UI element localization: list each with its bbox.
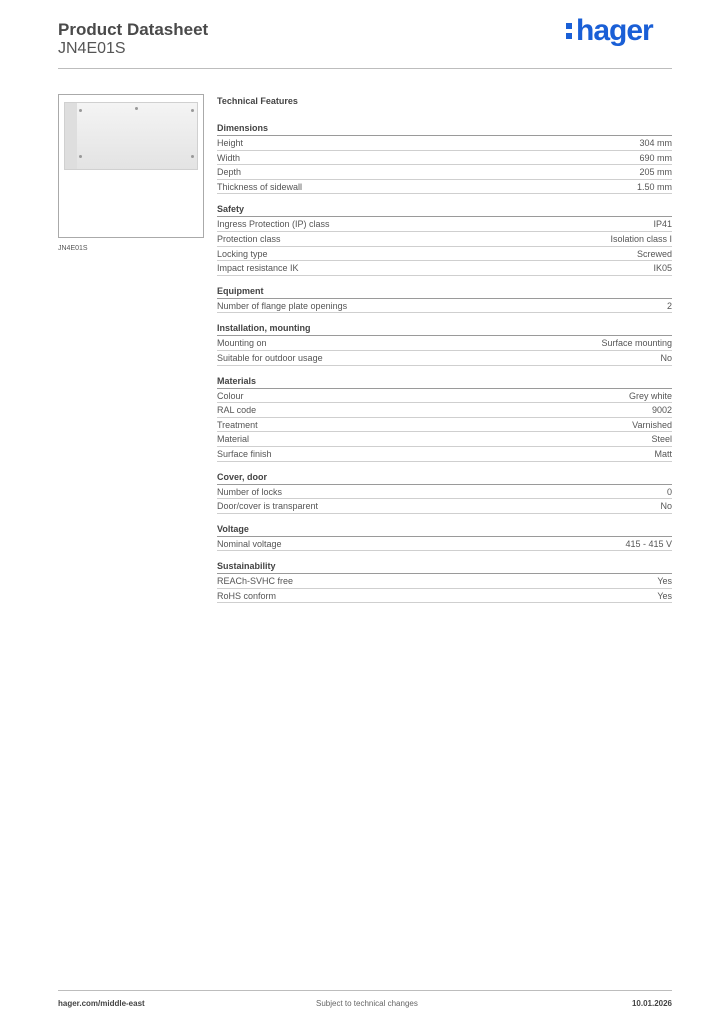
spec-label: RoHS conform xyxy=(217,590,277,601)
spec-row xyxy=(217,180,672,195)
spec-section-title: Cover, door xyxy=(217,472,672,485)
spec-label: RAL code xyxy=(217,405,257,416)
spec-row xyxy=(217,403,672,418)
spec-value: 1.50 mm xyxy=(636,181,672,192)
spec-row xyxy=(217,299,672,314)
spec-label: Nominal voltage xyxy=(217,538,282,549)
spec-label: Colour xyxy=(217,390,244,401)
spec-value: Varnished xyxy=(632,419,672,430)
spec-row xyxy=(217,261,672,276)
spec-value: 0 xyxy=(666,486,672,497)
spec-section xyxy=(217,524,672,552)
spec-section-title: Voltage xyxy=(217,524,672,537)
spec-label: Width xyxy=(217,152,241,163)
spec-row xyxy=(217,537,672,552)
spec-label: REACh-SVHC free xyxy=(217,576,294,587)
spec-label: Impact resistance IK xyxy=(217,263,299,274)
spec-label: Thickness of sidewall xyxy=(217,181,303,192)
spec-label: Surface finish xyxy=(217,448,272,459)
spec-value: IP41 xyxy=(653,219,672,230)
spec-label: Material xyxy=(217,434,250,445)
spec-row xyxy=(217,336,672,351)
spec-row xyxy=(217,574,672,589)
product-code: JN4E01S xyxy=(58,40,126,57)
spec-row xyxy=(217,432,672,447)
spec-label: Protection class xyxy=(217,233,281,244)
spec-row xyxy=(217,247,672,262)
brand-logo xyxy=(566,14,653,48)
spec-section-title: Materials xyxy=(217,376,672,389)
spec-value: Yes xyxy=(657,576,672,587)
footer-website: hager.com/middle-east xyxy=(58,999,145,1008)
spec-row xyxy=(217,351,672,366)
spec-section-title: Safety xyxy=(217,204,672,217)
spec-value: Steel xyxy=(651,434,672,445)
logo-text: hager xyxy=(576,14,653,47)
section-heading: Technical Features xyxy=(217,96,298,106)
spec-section xyxy=(217,123,672,194)
spec-row xyxy=(217,589,672,604)
spec-value: No xyxy=(660,501,672,512)
header-divider xyxy=(58,68,672,69)
spec-value: 690 mm xyxy=(639,152,672,163)
spec-label: Mounting on xyxy=(217,338,267,349)
spec-value: Matt xyxy=(654,448,672,459)
image-caption: JN4E01S xyxy=(58,245,88,252)
spec-section-title: Equipment xyxy=(217,286,672,299)
spec-section-title: Sustainability xyxy=(217,561,672,574)
spec-label: Suitable for outdoor usage xyxy=(217,352,323,363)
footer-divider xyxy=(58,990,672,991)
spec-label: Door/cover is transparent xyxy=(217,501,319,512)
footer-date: 10.01.2026 xyxy=(631,999,672,1008)
spec-section xyxy=(217,286,672,314)
spec-label: Height xyxy=(217,138,244,148)
spec-label: Number of locks xyxy=(217,486,283,497)
logo-mark-icon xyxy=(566,19,574,41)
spec-row xyxy=(217,485,672,500)
spec-row xyxy=(217,418,672,433)
spec-section xyxy=(217,204,672,275)
spec-label: Number of flange plate openings xyxy=(217,300,348,311)
product-image xyxy=(58,94,204,238)
spec-row xyxy=(217,151,672,166)
spec-row xyxy=(217,447,672,462)
spec-value: No xyxy=(660,352,672,363)
spec-section-title: Installation, mounting xyxy=(217,323,672,336)
spec-row xyxy=(217,136,672,151)
spec-value: 9002 xyxy=(651,405,672,416)
spec-value: IK05 xyxy=(653,263,672,274)
spec-label: Depth xyxy=(217,167,242,178)
spec-value: Surface mounting xyxy=(601,338,672,349)
spec-row xyxy=(217,217,672,232)
spec-label: Treatment xyxy=(217,419,258,430)
spec-section xyxy=(217,376,672,462)
spec-value: Isolation class I xyxy=(610,233,672,244)
spec-row xyxy=(217,165,672,180)
spec-value: 304 mm xyxy=(639,138,672,148)
spec-label: Ingress Protection (IP) class xyxy=(217,219,330,230)
spec-section xyxy=(217,472,672,514)
spec-section xyxy=(217,323,672,365)
spec-label: Locking type xyxy=(217,248,268,259)
spec-value: 2 xyxy=(666,300,672,311)
spec-value: Screwed xyxy=(636,248,672,259)
spec-value: 205 mm xyxy=(639,167,672,178)
enclosure-illustration xyxy=(64,102,198,170)
spec-value: Yes xyxy=(657,590,672,601)
spec-section xyxy=(217,561,672,603)
footer-note: Subject to technical changes xyxy=(316,999,418,1008)
spec-value: 415 - 415 V xyxy=(625,538,672,549)
spec-row xyxy=(217,232,672,247)
technical-features xyxy=(217,96,672,613)
spec-row xyxy=(217,499,672,514)
spec-row xyxy=(217,389,672,404)
spec-section-title: Dimensions xyxy=(217,123,672,136)
spec-value: Grey white xyxy=(628,390,672,401)
document-title: Product Datasheet xyxy=(58,20,209,39)
